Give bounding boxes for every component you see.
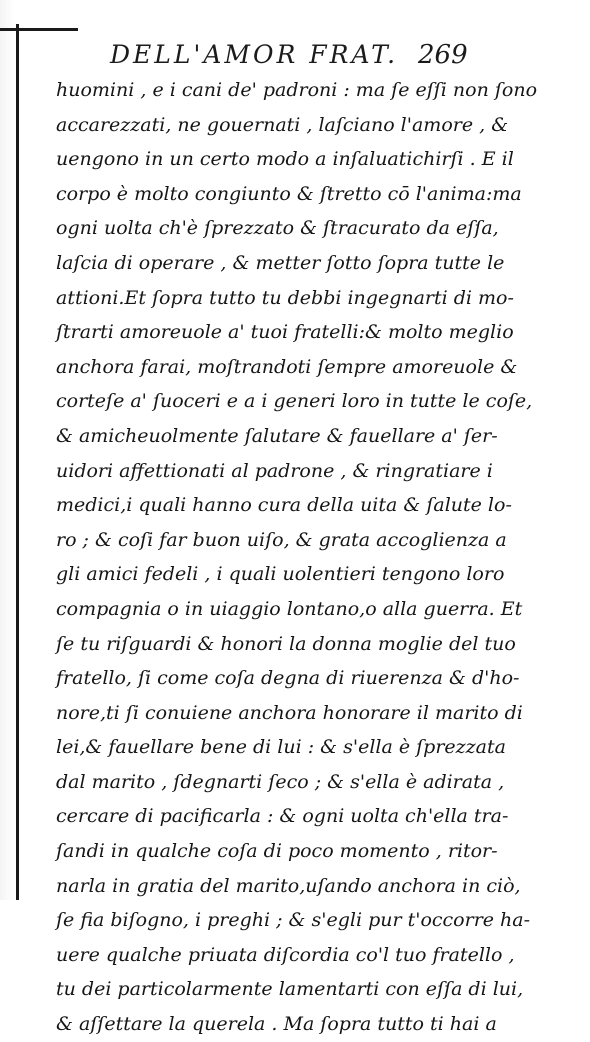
text-line: & amicheuolmente ſalutare & fauellare a' ſer- [56,424,498,447]
text-line: corteſe a' ſuoceri e a i generi loro in tutte le coſe, [56,390,533,413]
text-line: uengono in un certo modo a inſaluatichirſi . E il [56,148,514,171]
text-line: ſe fia biſogno, i preghi ; & s'egli pur t'occorre ha- [56,909,531,932]
text-line: nore,ti ſi conuiene anchora honorare il marito di [56,701,523,724]
header-rule [0,28,78,31]
binding-edge-line [16,24,19,900]
binding-shadow [0,0,14,900]
text-line: anchora farai, moſtrandoti ſempre amoreuole & [56,355,518,378]
page-number: 269 [418,40,468,70]
text-line: laſcia di operare , & metter ſotto ſopra tutte le [56,251,505,274]
text-line: & aſſettare la querela . Ma ſopra tutto ti hai a [56,1013,497,1036]
text-line: accarezzati, ne gouernati , laſciano l'amore , & [56,113,509,136]
text-line: ſe tu riſguardi & honori la donna moglie del tuo [56,632,516,655]
text-line: huomini , e i cani de' padroni : ma ſe eſſi non ſono [56,79,538,101]
text-line: corpo è molto congiunto & ſtretto cō l'anima:ma [56,182,522,205]
body-text [56,73,538,1042]
text-line: narla in gratia del marito,uſando anchora in ciò, [56,874,521,897]
running-head: DELL'AMOR FRAT. [110,40,399,69]
text-line: ro ; & coſi far buon uiſo, & grata accoglienza a [56,528,507,551]
text-line: compagnia o in uiaggio lontano,o alla guerra. Et [56,597,523,620]
text-line: cercare di pacificarla : & ogni uolta ch'ella tra- [56,805,509,828]
text-line: dal marito , ſdegnarti ſeco ; & s'ella è adirata , [56,770,505,793]
text-line: lei,& fauellare bene di lui : & s'ella è ſprezzata [56,736,506,759]
text-line: medici,i quali hanno cura della uita & ſalute lo- [56,494,512,517]
text-line: gli amici fedeli , i quali uolentieri tengono loro [56,563,505,586]
text-line: ogni uolta ch'è ſprezzato & ſtracurato da eſſa, [56,217,499,240]
text-line: attioni.Et ſopra tutto tu debbi ingegnarti di mo- [56,286,514,309]
text-line: uere qualche priuata diſcordia co'l tuo fratello , [56,943,515,966]
text-line: uidori affettionati al padrone , & ringratiare i [56,459,493,482]
text-line: ſtrarti amoreuole a' tuoi fratelli:& molto meglio [56,321,514,344]
text-line: tu dei particolarmente lamentarti con eſſa di lui, [56,978,524,1001]
text-line: fratello, ſi come coſa degna di riuerenza & d'ho- [56,667,520,690]
text-line: ſandi in qualche coſa di poco momento , ritor- [56,840,498,863]
